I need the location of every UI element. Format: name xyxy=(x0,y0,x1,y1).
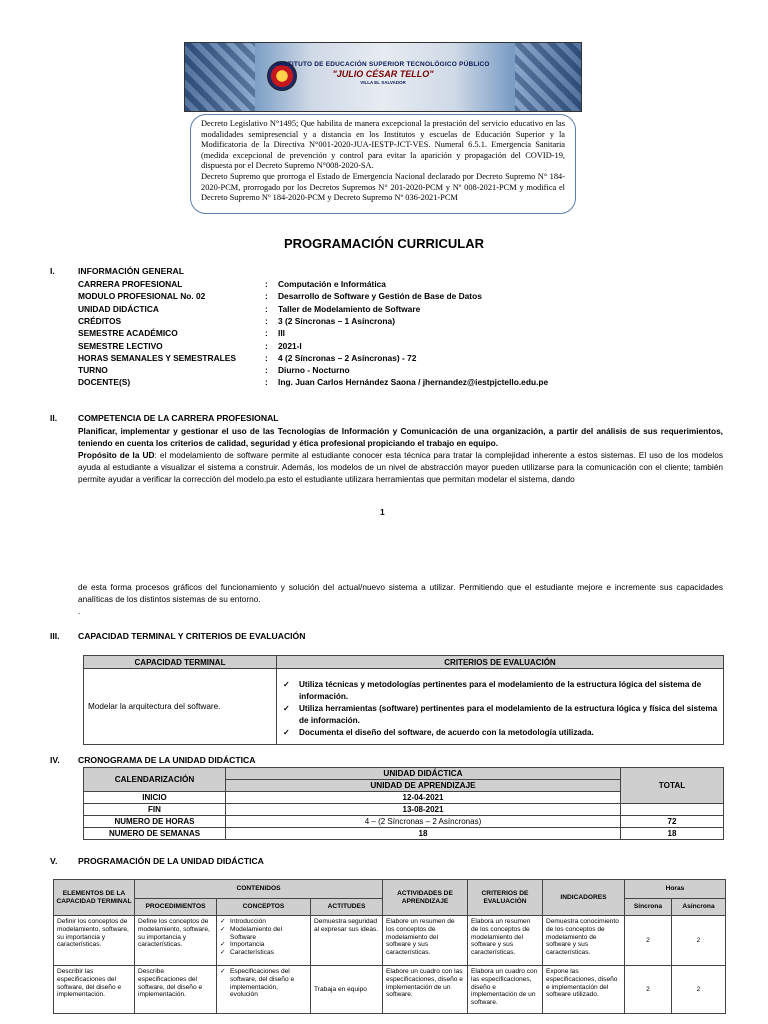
info-label: CRÉDITOS xyxy=(78,315,122,326)
schedule-row xyxy=(84,804,724,816)
criteria-item xyxy=(277,727,719,739)
info-value: Ing. Juan Carlos Hernández Saona / jhernandez@iestpjctello.edu.pe xyxy=(278,377,549,388)
schedule-value: 18 xyxy=(226,828,621,840)
asincrona-cell: 2 xyxy=(672,916,726,966)
info-label: HORAS SEMANALES Y SEMESTRALES xyxy=(78,352,236,363)
info-label: MODULO PROFESIONAL No. 02 xyxy=(78,291,206,302)
actitudes-cell: Trabaja en equipo xyxy=(311,966,383,1014)
section-1-number: I. xyxy=(50,266,55,276)
concept-text: Especificaciones del software, del diseño e implementación, evolución xyxy=(230,968,295,999)
header-banner xyxy=(184,42,582,112)
info-colon: : xyxy=(265,279,268,289)
criteria-cell xyxy=(277,669,724,745)
col-capacidad-terminal: CAPACIDAD TERMINAL xyxy=(84,656,277,669)
col-elementos: ELEMENTOS DE LA CAPACIDAD TERMINAL xyxy=(54,880,135,916)
info-label: SEMESTRE LECTIVO xyxy=(78,340,163,351)
criteria-text: Utiliza técnicas y metodologías pertinentes para el modelamiento de la estructura lógica del sistema de información. xyxy=(299,679,702,701)
info-label: CARRERA PROFESIONAL xyxy=(78,279,183,289)
info-label: DOCENTE(S) xyxy=(78,377,131,388)
info-label: TURNO xyxy=(78,365,108,376)
info-value: Diurno - Nocturno xyxy=(278,365,350,376)
section-5-heading: PROGRAMACIÓN DE LA UNIDAD DIDÁCTICA xyxy=(78,856,264,866)
concept-item xyxy=(220,968,307,999)
info-label: UNIDAD DIDÁCTICA xyxy=(78,303,159,314)
schedule-total: TOTAL xyxy=(621,768,724,804)
criteria-item xyxy=(277,679,719,703)
section-3-number: III. xyxy=(50,631,60,641)
info-colon: : xyxy=(265,377,268,388)
schedule-total-value: 72 xyxy=(621,816,724,828)
concept-item xyxy=(220,949,307,957)
section-4-heading: CRONOGRAMA DE LA UNIDAD DIDÁCTICA xyxy=(78,755,256,765)
col-criterios: CRITERIOS DE EVALUACIÓN xyxy=(468,880,543,916)
section-4-number: IV. xyxy=(50,755,60,765)
info-colon: : xyxy=(265,303,268,314)
criteria-item xyxy=(277,703,719,727)
actividades-cell: Elabore un cuadro con las especificaciones, diseño e implementación de un software. xyxy=(383,966,468,1014)
info-value: Desarrollo de Software y Gestión de Base de Datos xyxy=(278,291,482,302)
programming-table-body xyxy=(54,916,726,1014)
checkmark-icon: ✓ xyxy=(283,703,290,713)
programming-row xyxy=(54,966,726,1014)
decree-paragraph-2: Decreto Supremo que prorroga el Estado de Emergencia Nacional declarado por Decreto Supremo N° 184- 2020-PCM, prorrogado por los Decretos Supremos N° 201-2020-PCM y Nº 008-2021-PCM y modifica el Decreto Supremo Nº 184-2020-PCM y Decreto Supremo Nº 036-2021-PCM xyxy=(201,171,565,203)
concept-text: Importancia xyxy=(230,941,265,949)
elemento-cell: Describir las especificaciones del software, del diseño e implementación. xyxy=(54,966,135,1014)
concept-item xyxy=(220,918,307,926)
section-2-heading: COMPETENCIA DE LA CARRERA PROFESIONAL xyxy=(78,413,279,423)
section-1-heading: INFORMACIÓN GENERAL xyxy=(78,266,184,276)
elemento-cell: Definir los conceptos de modelamiento, software, su importancia y características. xyxy=(54,916,135,966)
banner-location: VILLA EL SALVADOR xyxy=(360,80,406,85)
criteria-list xyxy=(277,679,719,739)
schedule-label: NUMERO DE HORAS xyxy=(84,816,226,828)
trailing-dot: . xyxy=(78,606,81,616)
programming-row xyxy=(54,916,726,966)
concept-text: Características xyxy=(230,949,274,957)
concept-item xyxy=(220,926,307,942)
capacity-row xyxy=(84,669,724,745)
indicadores-cell: Demuestra conocimiento de los conceptos de modelamiento de software y sus características. xyxy=(543,916,625,966)
col-horas: Horas xyxy=(625,880,726,899)
info-value: 3 (2 Síncronas – 1 Asíncrona) xyxy=(278,315,395,326)
capacity-table xyxy=(83,655,724,745)
info-colon: : xyxy=(265,365,268,376)
schedule-label: INICIO xyxy=(84,792,226,804)
col-indicadores: INDICADORES xyxy=(543,880,625,916)
ud-purpose-text: : el modelamiento de software permite al estudiante conocer esta técnica para tratar la complejidad inherente a estos sistemas. El uso de los modelos ayuda al estudiante a visualizar el sistema a construir. Además, los modelos de un nivel de abstracción mayor pueden utilizarse para la comunicación con el cliente; también permite ayudar a verificar la corrección del modelo.pa esto el estudiante utilizara herramientas que permitan modelar el sistema, dando xyxy=(78,450,724,485)
schedule-unidad-didactica: UNIDAD DIDÁCTICA xyxy=(226,768,621,780)
col-conceptos: CONCEPTOS xyxy=(217,899,311,916)
indicadores-cell: Expone las especificaciones, diseño e implementación del software utilizado. xyxy=(543,966,625,1014)
info-colon: : xyxy=(265,328,268,339)
programming-table xyxy=(53,879,726,1014)
col-criterios-evaluacion: CRITERIOS DE EVALUACIÓN xyxy=(277,656,724,669)
section-2-number: II. xyxy=(50,413,58,423)
criterios-cell: Elabora un resumen de los conceptos de modelamiento del software y sus características. xyxy=(468,916,543,966)
criterios-cell: Elabora un cuadro con las especificaciones, diseño e implementación de un software. xyxy=(468,966,543,1014)
schedule-total-empty xyxy=(621,804,724,816)
schedule-row xyxy=(84,816,724,828)
schedule-calendarizacion: CALENDARIZACIÓN xyxy=(84,768,226,792)
checkmark-icon: ✓ xyxy=(220,918,226,925)
checkmark-icon: ✓ xyxy=(220,941,226,949)
checkmark-icon: ✓ xyxy=(220,968,226,975)
col-procedimientos: PROCEDIMIENTOS xyxy=(135,899,217,916)
concept-item xyxy=(220,941,307,949)
info-value: 4 (2 Síncronas – 2 Asíncronas) - 72 xyxy=(278,352,417,363)
schedule-unidad-aprendizaje: UNIDAD DE APRENDIZAJE xyxy=(226,780,621,792)
info-label: SEMESTRE ACADÉMICO xyxy=(78,328,178,339)
decree-paragraph-1: Decreto Legislativo N°1495; Que habilita de manera excepcional la prestación del servicio educativo en las modalidades semipresencial y a distancia en los Institutos y escuelas de Educación Superior y la Modificatoria de la Directiva N°001-2020-JUA-IESTP-JCT-VES. Numeral 6.5.1. Emergencia Sanitaria (medida excepcional de prevención y control para evitar la aparición y propagación del COVID-19, dispuesta por el Decreto Supremo N°008-2020-SA. xyxy=(201,119,565,171)
concept-text: Modelamiento del Software xyxy=(230,925,283,941)
schedule-total-value: 18 xyxy=(621,828,724,840)
asincrona-cell: 2 xyxy=(672,966,726,1014)
info-value: III xyxy=(278,328,285,339)
actividades-cell: Elabore un resumen de los conceptos de modelamiento del software y sus características. xyxy=(383,916,468,966)
info-value: Taller de Modelamiento de Software xyxy=(278,303,421,314)
col-actitudes: ACTITUDES xyxy=(311,899,383,916)
decree-box xyxy=(190,114,576,214)
conceptos-cell xyxy=(217,966,311,1014)
info-colon: : xyxy=(265,340,268,351)
concept-text: Introducción xyxy=(230,918,266,925)
schedule-table xyxy=(83,767,724,840)
schedule-value: 4 – (2 Síncronas – 2 Asíncronas) xyxy=(226,816,621,828)
procedimiento-cell: Describe especificaciones del software, del diseño e implementación. xyxy=(135,966,217,1014)
schedule-label: FIN xyxy=(84,804,226,816)
schedule-value: 13-08-2021 xyxy=(226,804,621,816)
page-number: 1 xyxy=(380,507,385,517)
ud-purpose-continuation: de esta forma procesos gráficos del funcionamiento y solución del actual/nuevo sistema a utilizar. Permitiendo que el estudiante mejore e incremente sus capacidades analíticas de los distintos sistemas de su entorno. xyxy=(78,582,723,605)
criteria-text: Utiliza herramientas (software) pertinentes para el modelamiento de la estructura lógica y física del sistema de información. xyxy=(299,703,718,725)
schedule-value: 12-04-2021 xyxy=(226,792,621,804)
info-value: Computación e Informática xyxy=(278,279,386,289)
section-3-heading: CAPACIDAD TERMINAL Y CRITERIOS DE EVALUACIÓN xyxy=(78,631,306,641)
banner-institute-line: INSTITUTO DE EDUCACIÓN SUPERIOR TECNOLÓGICO PÚBLICO xyxy=(276,61,490,68)
col-sincrona: Síncrona xyxy=(625,899,672,916)
criteria-text: Documenta el diseño del software, de acuerdo con la metodología utilizada. xyxy=(299,727,594,737)
checkmark-icon: ✓ xyxy=(283,727,290,737)
sincrona-cell: 2 xyxy=(625,916,672,966)
actitudes-cell: Demuestra seguridad al expresar sus ideas. xyxy=(311,916,383,966)
schedule-label: NUMERO DE SEMANAS xyxy=(84,828,226,840)
section-5-number: V. xyxy=(50,856,58,866)
career-competence: Planificar, implementar y gestionar el uso de las Tecnologías de Información y Comunicación de una organización, a partir del análisis de sus requerimientos, teniendo en cuenta los criterios de calidad, seguridad y ética profesional propiciando el trabajo en equipo. xyxy=(78,426,723,449)
schedule-row xyxy=(84,828,724,840)
capacity-table-header xyxy=(84,656,724,669)
col-contenidos: CONTENIDOS xyxy=(135,880,383,899)
checkmark-icon: ✓ xyxy=(220,949,226,957)
checkmark-icon: ✓ xyxy=(283,679,290,689)
col-actividades: ACTIVIDADES DE APRENDIZAJE xyxy=(383,880,468,916)
procedimiento-cell: Define los conceptos de modelamiento, software, su importancia y características. xyxy=(135,916,217,966)
page-title: PROGRAMACIÓN CURRICULAR xyxy=(283,236,485,251)
sincrona-cell: 2 xyxy=(625,966,672,1014)
ud-purpose xyxy=(78,449,723,486)
banner-institute-name: "JULIO CÉSAR TELLO" xyxy=(332,69,434,79)
info-value: 2021-I xyxy=(278,340,302,351)
checkmark-icon: ✓ xyxy=(220,925,226,933)
info-colon: : xyxy=(265,315,268,326)
info-colon: : xyxy=(265,352,268,363)
info-colon: : xyxy=(265,291,268,302)
conceptos-cell xyxy=(217,916,311,966)
capacity-text: Modelar la arquitectura del software. xyxy=(84,669,277,745)
ud-purpose-label: Propósito de la UD xyxy=(78,450,155,460)
col-asincrona: Asíncrona xyxy=(672,899,726,916)
